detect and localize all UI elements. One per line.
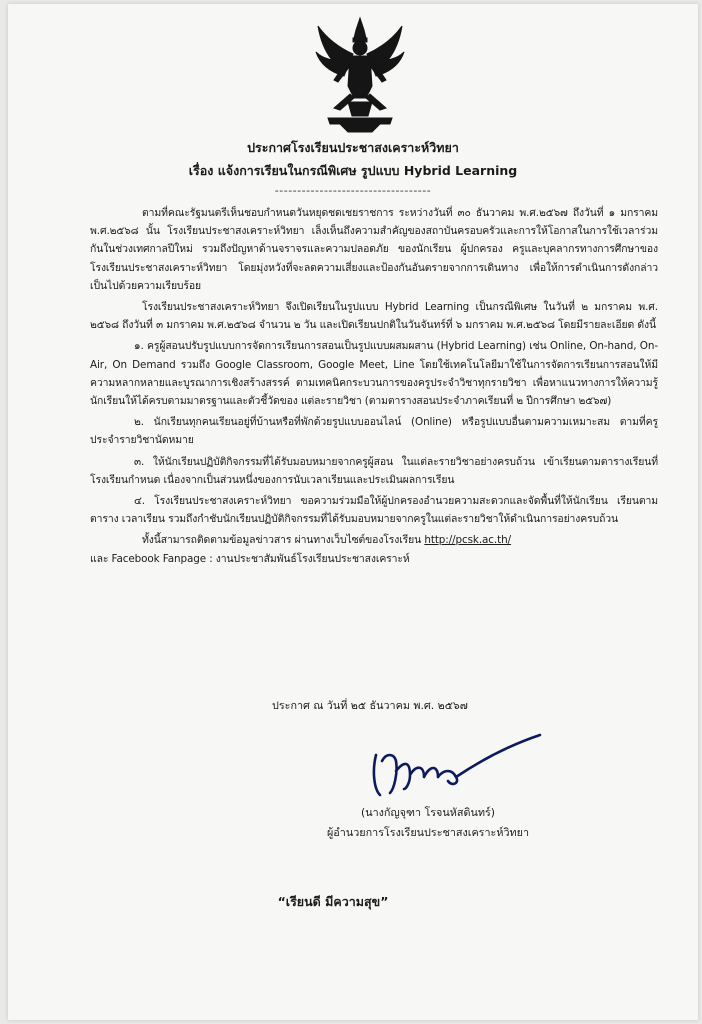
signer-title: ผู้อำนวยการโรงเรียนประชาสงเคราะห์วิทยา bbox=[326, 826, 530, 839]
list-item-2: ๒. นักเรียนทุกคนเรียนอยู่ที่บ้านหรือที่พักด้วยรูปแบบออนไลน์ (Online) หรือรูปแบบอื่นตามความเหมาะสม ตามที่ครูประจำรายวิชานัดหมาย bbox=[90, 416, 658, 447]
title-separator: ----------------------------------- bbox=[274, 184, 432, 197]
handwritten-signature-icon bbox=[360, 731, 550, 801]
list-item-3: ๓. ให้นักเรียนปฏิบัติกิจกรรมที่ได้รับมอบหมายจากครูผู้สอน ในแต่ละรายวิชาอย่างครบถ้วน เข้าเรียนตามตารางเรียนที่โรงเรียนกำหนด เนื่องจากเป็นส่วนหนึ่งของการนับเวลาเรียนและประเมินผลการเรียน bbox=[90, 455, 658, 486]
signer-name: (นางกัญจุฑา โรจนหัสดินทร์) bbox=[361, 806, 495, 819]
follow-info bbox=[90, 531, 658, 549]
announcement-subject: เรื่อง แจ้งการเรียนในกรณีพิเศษ รูปแบบ Hybrid Learning bbox=[188, 163, 518, 178]
announcement-page bbox=[8, 4, 698, 1020]
announcement-body bbox=[90, 204, 658, 571]
announcement-date: ประกาศ ณ วันที่ ๒๕ ธันวาคม พ.ศ. ๒๕๖๗ bbox=[272, 699, 468, 712]
facebook-info: และ Facebook Fanpage : งานประชาสัมพันธ์โรงเรียนประชาสงเคราะห์ bbox=[90, 552, 410, 565]
follow-prefix: ทั้งนี้สามารถติดตามข้อมูลข่าวสาร ผ่านทางเว็บไซต์ของโรงเรียน bbox=[142, 534, 422, 547]
list-item-4: ๔. โรงเรียนประชาสงเคราะห์วิทยา ขอความร่วมมือให้ผู้ปกครองอำนวยความสะดวกและจัดพื้นที่ให้นักเรียน เรียนตามตาราง เวลาเรียน รวมถึงกำชับนักเรียนปฏิบัติกิจกรรมที่ได้รับมอบหมายจากครูในแต่ละรายวิชาให้ดำเนินการอย่างครบถ้วน bbox=[90, 495, 658, 526]
garuda-emblem-icon bbox=[310, 16, 410, 134]
paragraph-background: ตามที่คณะรัฐมนตรีเห็นชอบกำหนดวันหยุดชดเชยราชการ ระหว่างวันที่ ๓๐ ธันวาคม พ.ศ.๒๕๖๗ ถึงวันที่ ๑ มกราคม พ.ศ.๒๕๖๘ นั้น โรงเรียนประชาสงเคราะห์วิทยา เล็งเห็นถึงความสำคัญของสถาบันครอบครัวและการให้โอกาสในการใช้เวลาร่วมกันในช่วงเทศกาลปีใหม่ รวมถึงปัญหาด้านจราจรและความปลอดภัย ของนักเรียน ผู้ปกครอง ครูและบุคลากรทางการศึกษาของโรงเรียนประชาสงเคราะห์วิทยา โดยมุ่งหวังที่จะลดความเสี่ยงและป้องกันอันตรายจากการเดินทาง เพื่อให้การดำเนินการดังกล่าวเป็นไปด้วยความเรียบร้อย bbox=[90, 207, 658, 292]
list-item-1: ๑. ครูผู้สอนปรับรูปแบบการจัดการเรียนการสอนเป็นรูปแบบผสมผสาน (Hybrid Learning) เช่น Online, On-hand, On-Air, On Demand รวมถึง Google Classroom, Google Meet, Line โดยใช้เทคโนโลยีมาใช้ในการจัดการเรียนการสอนให้มีความหลากหลายและบูรณาการเชิงสร้างสรรค์ ตามเทคนิคกระบวนการของครูประจำวิชาทุกรายวิชา เพื่อหาแนวทางการให้ความรู้นักเรียนให้ได้ครบตามมาตรฐานและตัวชี้วัดของ แต่ละรายวิชา (ตามตารางสอนประจำภาคเรียนที่ ๒ ปีการศึกษา ๒๕๖๗) bbox=[90, 340, 658, 408]
announcement-title: ประกาศโรงเรียนประชาสงเคราะห์วิทยา bbox=[247, 140, 459, 155]
school-motto: “เรียนดี มีความสุข” bbox=[277, 894, 389, 909]
school-website-link[interactable]: http://pcsk.ac.th/ bbox=[424, 534, 511, 547]
paragraph-schedule: โรงเรียนประชาสงเคราะห์วิทยา จึงเปิดเรียนในรูปแบบ Hybrid Learning เป็นกรณีพิเศษ ในวันที่ ๒ มกราคม พ.ศ. ๒๕๖๘ ถึงวันที่ ๓ มกราคม พ.ศ.๒๕๖๘ จำนวน ๒ วัน และเปิดเรียนปกติในวันจันทร์ที่ ๖ มกราคม พ.ศ.๒๕๖๘ โดยมีรายละเอียด ดังนี้ bbox=[90, 301, 658, 332]
